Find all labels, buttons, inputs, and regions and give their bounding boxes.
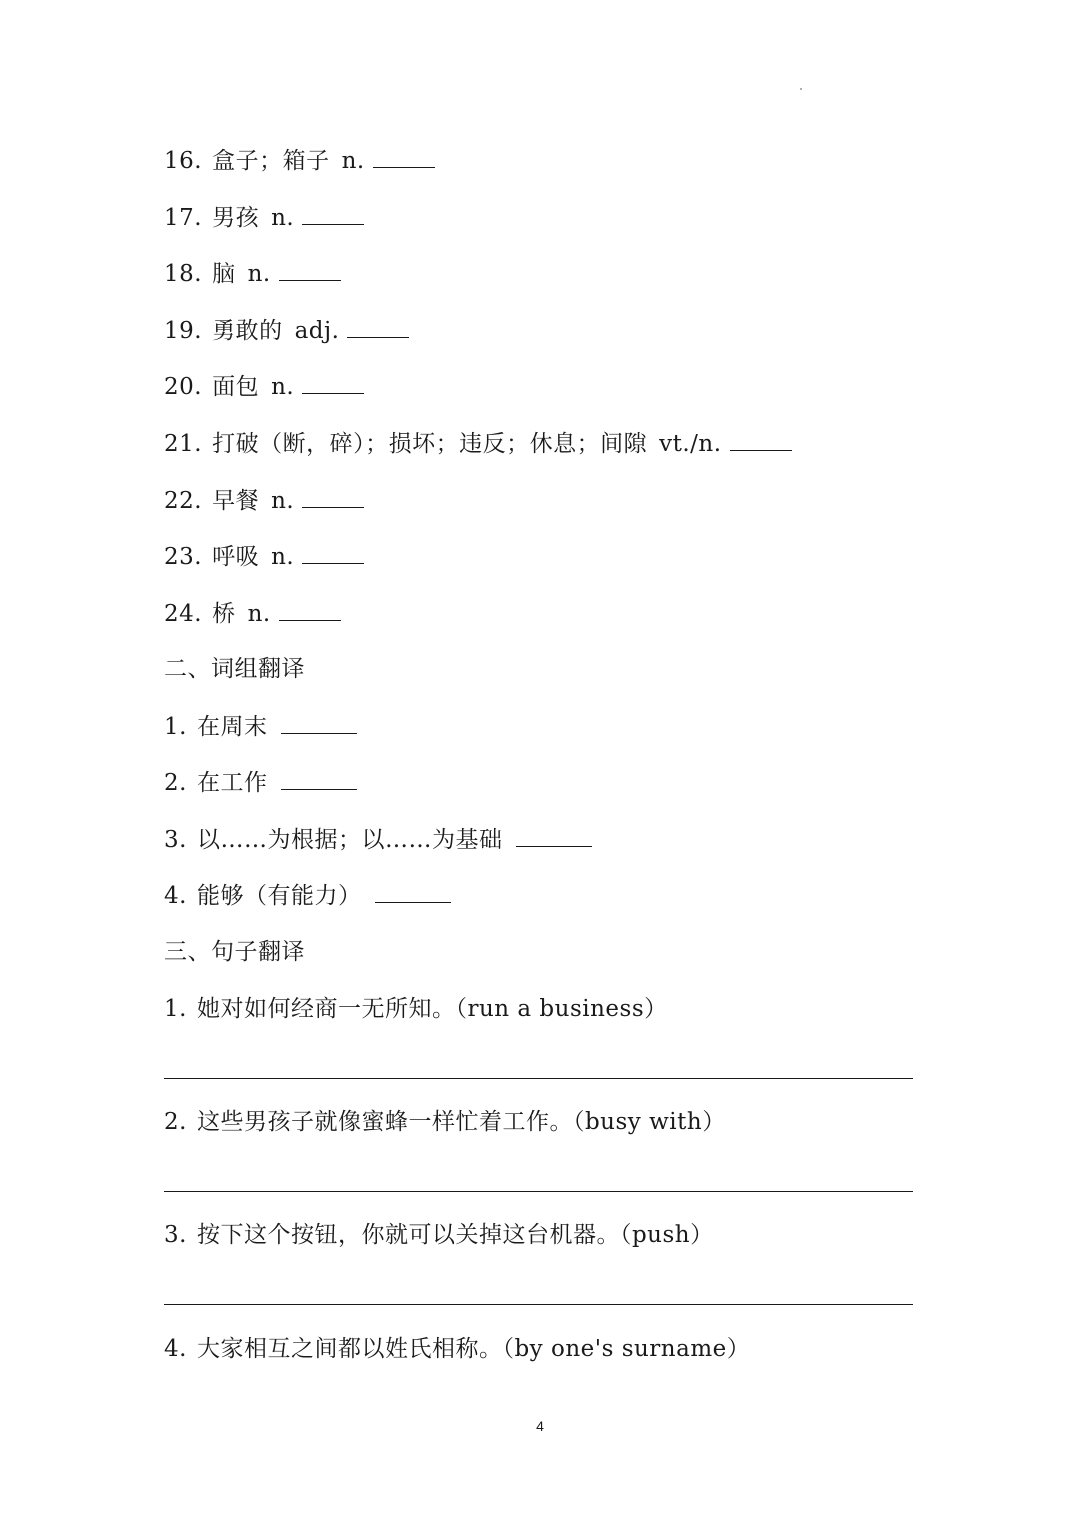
sentence-item (164, 994, 668, 1024)
sentence-item (164, 1107, 726, 1137)
item-text: 脑 (212, 261, 236, 287)
answer-blank[interactable] (516, 824, 592, 847)
corner-mark (800, 88, 802, 90)
item-text: 面包 (212, 374, 260, 400)
vocab-item (164, 202, 364, 233)
item-number: 3. (164, 1222, 187, 1248)
item-number: 18. (164, 261, 203, 287)
answer-blank[interactable] (302, 371, 364, 394)
item-number: 3. (164, 827, 187, 853)
item-number: 21. (164, 431, 203, 457)
part-of-speech: vt./n. (659, 431, 722, 457)
answer-blank[interactable] (373, 145, 435, 168)
item-number: 1. (164, 996, 187, 1022)
item-number: 2. (164, 770, 187, 796)
part-of-speech: n. (247, 261, 271, 287)
vocab-item (164, 258, 341, 289)
section-heading-sentences: 三、句子翻译 (164, 939, 305, 965)
item-number: 19. (164, 318, 203, 344)
answer-blank[interactable] (302, 541, 364, 564)
vocab-item (164, 371, 364, 402)
answer-blank[interactable] (347, 315, 409, 338)
item-text: 大家相互之间都以姓氏相称。（by one's surname） (196, 1336, 751, 1362)
item-text: 能够（有能力） (196, 883, 362, 909)
item-number: 22. (164, 488, 203, 514)
page-number: 4 (536, 1418, 544, 1434)
item-number: 17. (164, 205, 203, 231)
answer-blank[interactable] (281, 767, 357, 790)
section-heading-phrases: 二、词组翻译 (164, 656, 305, 682)
part-of-speech: adj. (294, 318, 340, 344)
part-of-speech: n. (271, 205, 295, 231)
item-text: 打破（断，碎）；损坏；违反；休息；间隙 (212, 431, 648, 457)
phrase-item (164, 711, 357, 742)
answer-line[interactable] (164, 1191, 913, 1192)
answer-blank[interactable] (281, 711, 357, 734)
phrase-item (164, 824, 592, 855)
item-number: 4. (164, 883, 187, 909)
item-text: 这些男孩子就像蜜蜂一样忙着工作。（busy with） (196, 1109, 726, 1135)
part-of-speech: n. (271, 374, 295, 400)
item-number: 4. (164, 1336, 187, 1362)
phrase-item (164, 767, 357, 798)
item-text: 桥 (212, 601, 236, 627)
vocab-item (164, 541, 364, 572)
answer-blank[interactable] (730, 428, 792, 451)
item-text: 男孩 (212, 205, 260, 231)
item-text: 她对如何经商一无所知。（run a business） (196, 996, 668, 1022)
part-of-speech: n. (341, 148, 365, 174)
sentence-item (164, 1334, 750, 1364)
answer-blank[interactable] (302, 485, 364, 508)
answer-line[interactable] (164, 1078, 913, 1079)
answer-blank[interactable] (302, 202, 364, 225)
phrase-item (164, 880, 451, 911)
part-of-speech: n. (271, 544, 295, 570)
vocab-item (164, 315, 409, 346)
vocab-item (164, 598, 341, 629)
item-number: 24. (164, 601, 203, 627)
item-number: 23. (164, 544, 203, 570)
item-number: 16. (164, 148, 203, 174)
item-text: 勇敢的 (212, 318, 283, 344)
item-number: 1. (164, 714, 187, 740)
item-text: 早餐 (212, 488, 260, 514)
answer-blank[interactable] (375, 880, 451, 903)
answer-blank[interactable] (279, 598, 341, 621)
vocab-item (164, 145, 435, 176)
part-of-speech: n. (247, 601, 271, 627)
item-text: 盒子；箱子 (212, 148, 330, 174)
answer-blank[interactable] (279, 258, 341, 281)
item-number: 2. (164, 1109, 187, 1135)
item-text: 呼吸 (212, 544, 260, 570)
vocab-item (164, 485, 364, 516)
item-text: 在工作 (196, 770, 268, 796)
item-number: 20. (164, 374, 203, 400)
item-text: 按下这个按钮，你就可以关掉这台机器。（push） (196, 1222, 714, 1248)
sentence-item (164, 1220, 714, 1250)
answer-line[interactable] (164, 1304, 913, 1305)
vocab-item (164, 428, 792, 459)
item-text: 在周末 (196, 714, 268, 740)
item-text: 以……为根据；以……为基础 (196, 827, 503, 853)
part-of-speech: n. (271, 488, 295, 514)
